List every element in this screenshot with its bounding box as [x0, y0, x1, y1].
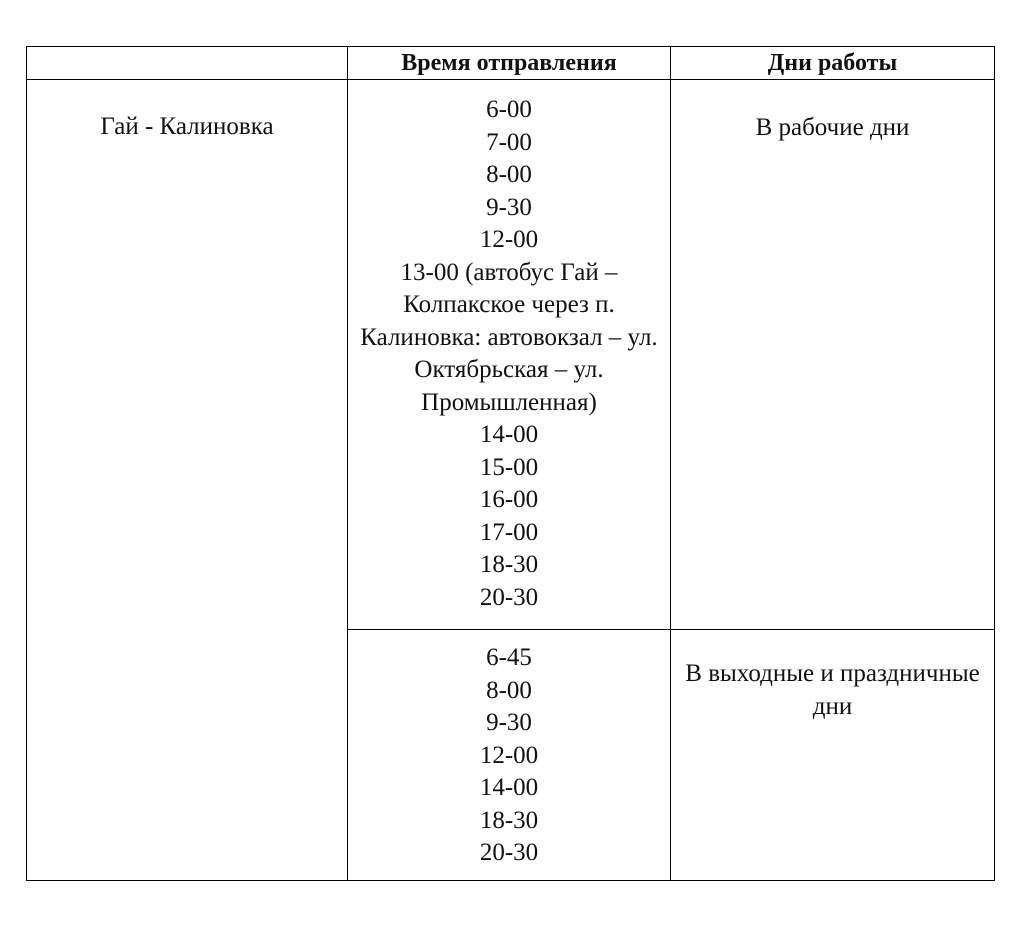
weekend-days-cell [671, 630, 995, 881]
time-item: 20-30 [479, 583, 539, 611]
time-item: 17-00 [479, 518, 539, 546]
time-item: 16-00 [479, 486, 539, 513]
time-item: 7-00 [486, 128, 532, 156]
weekday-days-cell [671, 80, 995, 630]
time-item: 6-45 [486, 644, 532, 671]
weekday-row [27, 80, 995, 630]
schedule-table [26, 46, 995, 881]
time-item: 18-30 [479, 806, 539, 834]
time-item: 14-00 [479, 421, 539, 448]
time-item: 15-00 [479, 453, 539, 481]
route-name: Гай - Калиновка [100, 113, 274, 140]
time-item: 6-00 [486, 96, 532, 123]
time-item: 9-30 [486, 709, 532, 736]
header-route [27, 47, 348, 80]
time-item: 18-30 [479, 551, 539, 578]
time-item-note: 13-00 (автобус Гай – Колпакское через п. Калиновка: автовокзал – ул. Октябрьская – ул. Промышленная) [360, 258, 658, 416]
header-work-days: Дни работы [671, 47, 995, 80]
time-item: 20-30 [479, 839, 539, 866]
time-item: 12-00 [479, 741, 539, 769]
weekday-times-cell [348, 80, 671, 630]
time-item: 8-00 [486, 161, 532, 188]
weekday-times-list [348, 80, 670, 629]
header-departure-time: Время отправления [348, 47, 671, 80]
route-cell [27, 80, 348, 881]
header-row [27, 47, 995, 80]
time-item: 12-00 [479, 226, 539, 253]
time-item: 8-00 [486, 676, 532, 704]
weekend-days-label: В выходные и праздничные дни [685, 660, 980, 720]
time-item: 14-00 [479, 774, 539, 801]
weekday-days-label: В рабочие дни [755, 114, 910, 141]
time-item: 9-30 [486, 193, 532, 221]
weekend-times-list [348, 630, 670, 880]
weekend-times-cell [348, 630, 671, 881]
